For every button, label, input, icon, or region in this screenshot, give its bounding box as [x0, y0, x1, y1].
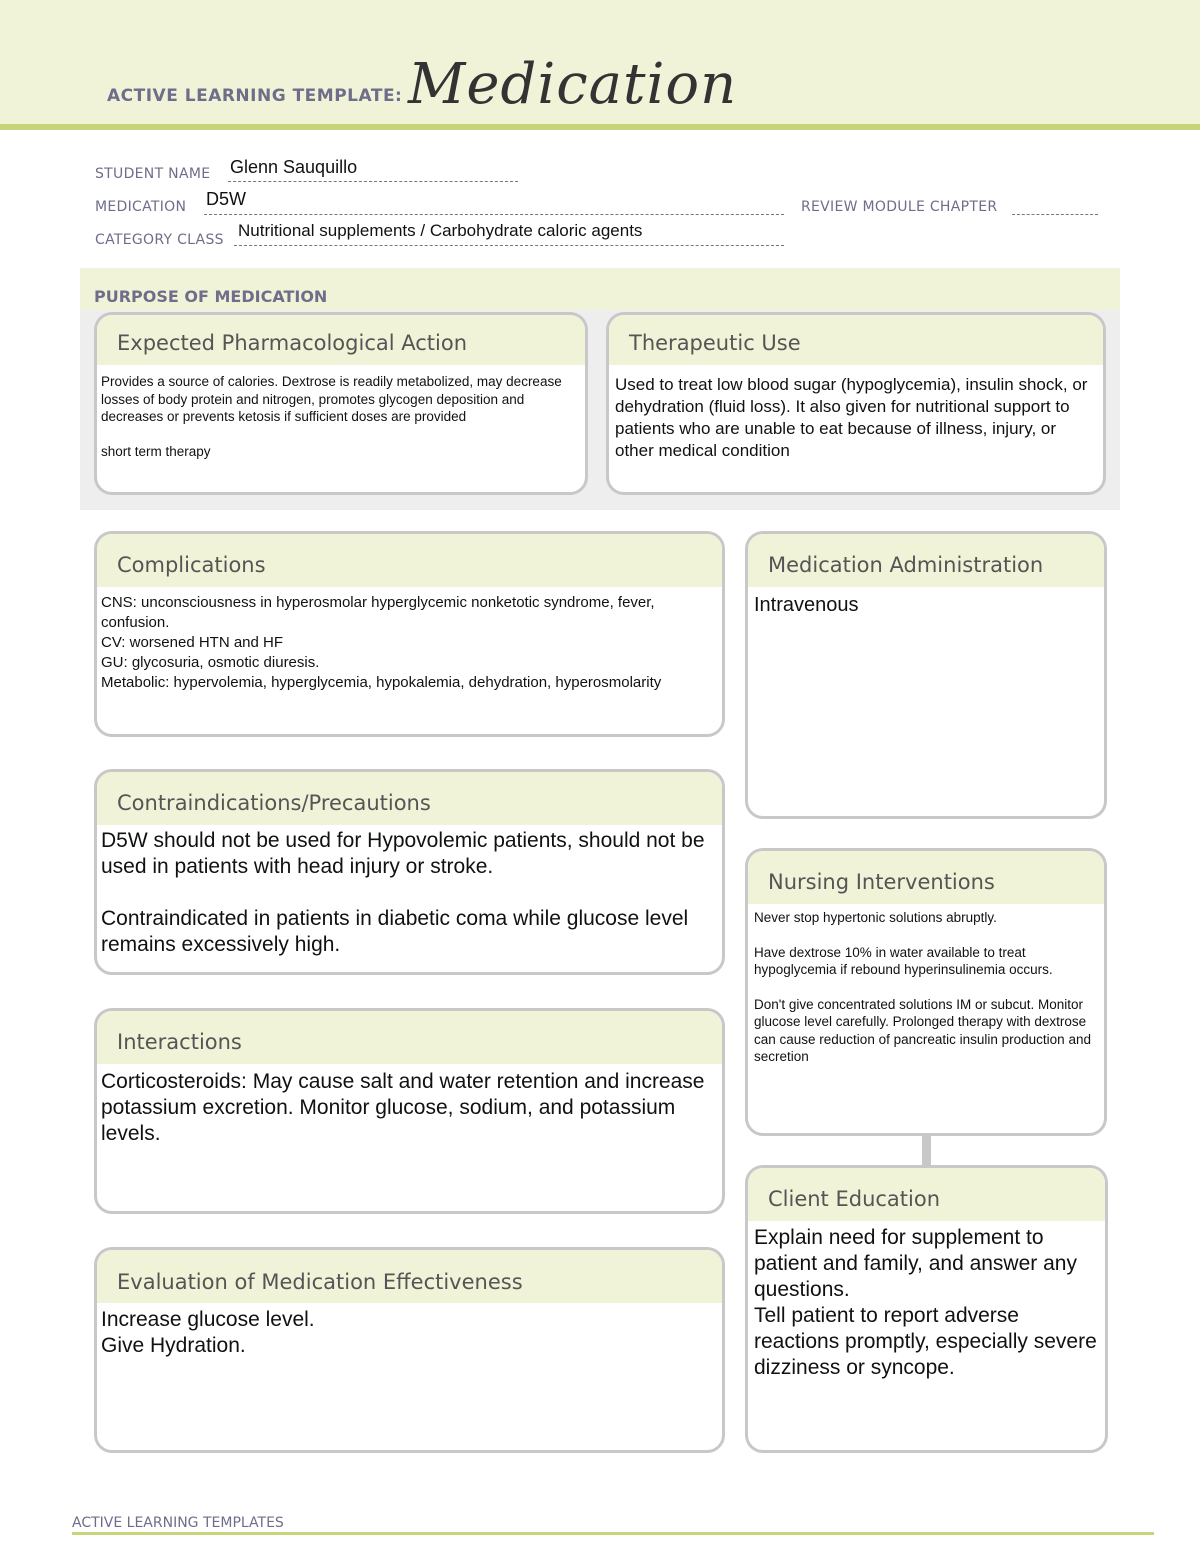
interactions-text[interactable]: Corticosteroids: May cause salt and water retention and increase potassium excretion. Monitor glucose, sodium, and potassium levels.: [101, 1070, 705, 1145]
complications-box: [94, 531, 725, 737]
category-class-field[interactable]: Nutritional supplements / Carbohydrate caloric agents: [238, 221, 643, 240]
therapeutic-use-text[interactable]: Used to treat low blood sugar (hypoglycemia), insulin shock, or dehydration (fluid loss). It also given for nutritional support to patients who are unable to eat because of illness, injury, or other medical condition: [615, 375, 1088, 460]
expected-action-title: Expected Pharmacological Action: [117, 331, 468, 355]
nursing-interventions-box: [745, 848, 1107, 1136]
contraindications-text[interactable]: D5W should not be used for Hypovolemic patients, should not be used in patients with head injury or stroke. Contraindicated in patients in diabetic coma while glucose level remains excessively high.: [101, 829, 705, 956]
medication-administration-text[interactable]: Intravenous: [754, 594, 859, 616]
education-connector: [922, 1134, 931, 1166]
review-module-label: REVIEW MODULE CHAPTER: [801, 199, 998, 215]
category-class-label: CATEGORY CLASS: [95, 232, 224, 248]
expected-action-box: [94, 312, 588, 495]
therapeutic-use-box: [606, 312, 1106, 495]
student-name-field[interactable]: Glenn Sauquillo: [230, 157, 358, 177]
medication-label: MEDICATION: [95, 199, 187, 215]
nursing-interventions-title: Nursing Interventions: [768, 870, 995, 894]
complications-title: Complications: [117, 553, 266, 577]
student-name-label: STUDENT NAME: [95, 166, 211, 182]
interactions-box: [94, 1008, 725, 1214]
category-class-line: [234, 245, 784, 246]
interactions-title: Interactions: [117, 1030, 242, 1054]
evaluation-box: [94, 1247, 725, 1453]
evaluation-title: Evaluation of Medication Effectiveness: [117, 1270, 523, 1294]
contraindications-title: Contraindications/Precautions: [117, 791, 431, 815]
client-education-title: Client Education: [768, 1187, 941, 1211]
medication-administration-title: Medication Administration: [768, 553, 1044, 577]
footer-rule: [72, 1532, 1154, 1535]
student-name-line: [228, 181, 518, 182]
complications-text[interactable]: CNS: unconsciousness in hyperosmolar hyperglycemic nonketotic syndrome, fever, confusion. CV: worsened HTN and HF GU: glycosuria, osmotic diuresis. Metabolic: hypervolemia, hyperglycemia, hypokalemia, dehydration, hyperosmolarity: [101, 594, 662, 691]
contraindications-box: [94, 769, 725, 975]
client-education-text[interactable]: Explain need for supplement to patient and family, and answer any questions. Tell patient to report adverse reactions promptly, especially severe dizziness or syncope.: [754, 1226, 1097, 1379]
template-title: Medication: [408, 52, 738, 117]
review-module-line: [1012, 214, 1098, 215]
nursing-interventions-text[interactable]: Never stop hypertonic solutions abruptly. Have dextrose 10% in water available to treat hypoglycemia if rebound hyperinsulinemia occurs. Don't give concentrated solutions IM or subcut. Monitor glucose level carefully. Prolonged therapy with dextrose can cause reduction of pancreatic insulin production and secretion: [754, 910, 1091, 1065]
medication-administration-box: [745, 531, 1107, 819]
purpose-title: PURPOSE OF MEDICATION: [94, 287, 328, 306]
medication-line: [204, 214, 784, 215]
footer-label: ACTIVE LEARNING TEMPLATES: [72, 1515, 284, 1531]
expected-action-text[interactable]: Provides a source of calories. Dextrose is readily metabolized, may decrease losses of body protein and nitrogen, promotes glycogen deposition and decreases or prevents ketosis if sufficient doses are provided short term therapy: [101, 374, 562, 459]
therapeutic-use-title: Therapeutic Use: [629, 331, 801, 355]
evaluation-text[interactable]: Increase glucose level. Give Hydration.: [101, 1308, 315, 1357]
medication-field[interactable]: D5W: [206, 189, 246, 209]
template-prefix: ACTIVE LEARNING TEMPLATE:: [107, 86, 403, 106]
client-education-box: [745, 1165, 1108, 1453]
